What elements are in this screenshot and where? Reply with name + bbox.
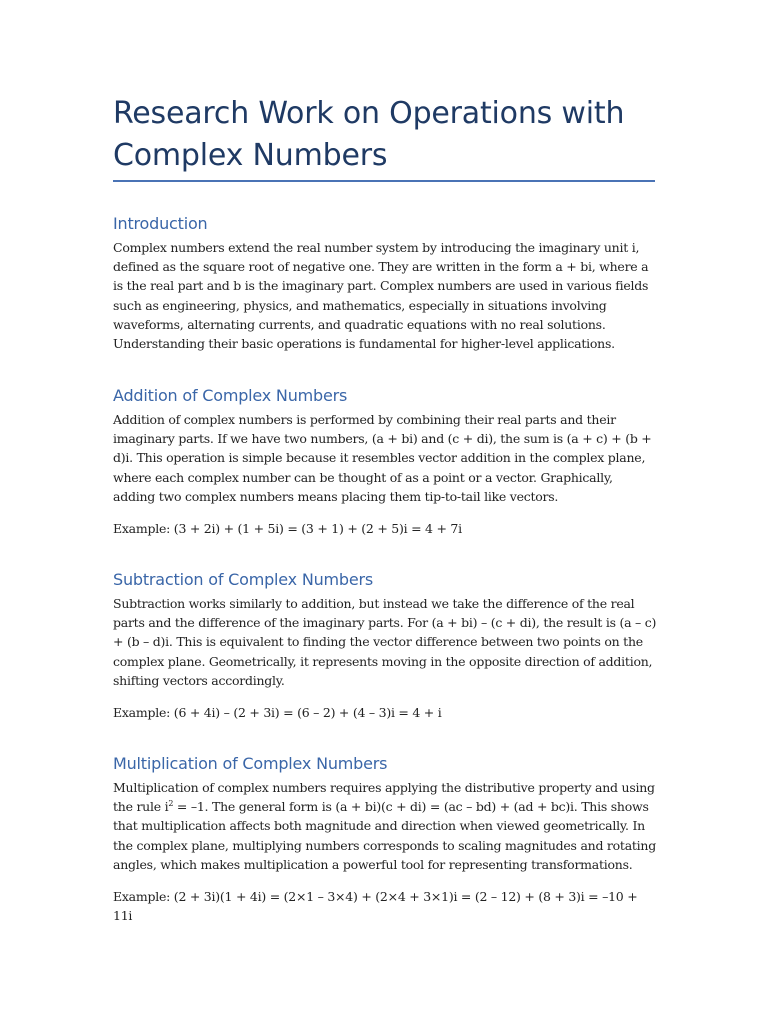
exponent-superscript: 2 — [168, 799, 174, 809]
section-heading-introduction: Introduction — [113, 214, 208, 233]
multiplication-text-end: = –1. The general form is (a + bi)(c + di) = (ac – bd) + (ad + bc)i. This shows that multiplication affects both magnitude and direction when viewed geometrically. In the complex plane, multiplying numbers corresponds to scaling magnitudes and rotating angles, which makes multiplication a powerful tool for representing transformations. — [113, 799, 656, 872]
title-underline-rule — [113, 180, 655, 182]
section-subtraction — [113, 569, 658, 722]
section-heading-multiplication: Multiplication of Complex Numbers — [113, 754, 388, 773]
section-heading-subtraction: Subtraction of Complex Numbers — [113, 570, 374, 589]
introduction-paragraph: Complex numbers extend the real number system by introducing the imaginary unit i, defined as the square root of negative one. They are written in the form a + bi, where a is the real part and b is the imaginary part. Complex numbers are used in various fields such as engineering, physics, and mathematics, especially in situations involving waveforms, alternating currents, and quadratic equations with no real solutions. Understanding their basic operations is fundamental for higher-level applications. — [113, 240, 649, 352]
addition-example: Example: (3 + 2i) + (1 + 5i) = (3 + 1) + (2 + 5)i = 4 + 7i — [113, 521, 462, 537]
multiplication-paragraph — [113, 778, 658, 874]
section-heading-addition: Addition of Complex Numbers — [113, 386, 348, 405]
subtraction-example: Example: (6 + 4i) – (2 + 3i) = (6 – 2) + (4 – 3)i = 4 + i — [113, 705, 442, 721]
section-addition — [113, 385, 658, 538]
multiplication-text-start: Multiplication of complex numbers requires applying the distributive property and using the rule i — [113, 780, 655, 815]
document-title: Research Work on Operations with Complex Numbers — [113, 96, 625, 173]
section-multiplication — [113, 753, 658, 925]
subtraction-paragraph: Subtraction works similarly to addition, but instead we take the difference of the real parts and the difference of the imaginary parts. For (a + bi) – (c + di), the result is (a – c) + (b – d)i. This is equivalent to finding the vector difference between two points on the complex plane. Geometrically, it represents moving in the opposite direction of addition, shifting vectors accordingly. — [113, 596, 657, 688]
multiplication-example: Example: (2 + 3i)(1 + 4i) = (2×1 – 3×4) + (2×4 + 3×1)i = (2 – 12) + (8 + 3)i = –10 + 11i — [113, 889, 638, 924]
section-introduction — [113, 213, 658, 353]
addition-paragraph: Addition of complex numbers is performed by combining their real parts and their imaginary parts. If we have two numbers, (a + bi) and (c + di), the sum is (a + c) + (b + d)i. This operation is simple because it resembles vector addition in the complex plane, where each complex number can be thought of as a point or a vector. Graphically, adding two complex numbers means placing them tip-to-tail like vectors. — [113, 412, 652, 504]
